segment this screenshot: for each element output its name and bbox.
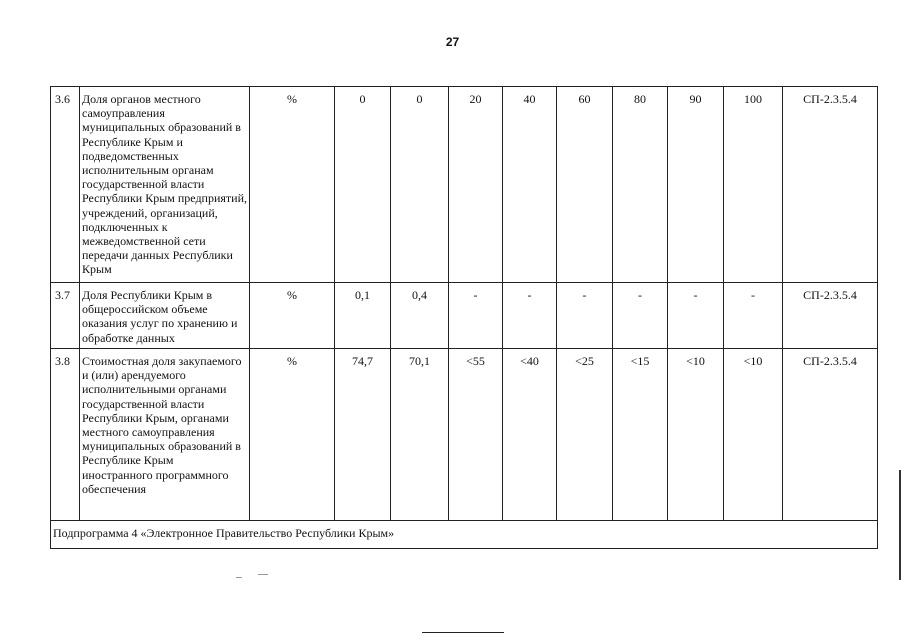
- value-cell: 0: [391, 87, 449, 283]
- value-cell: -: [503, 283, 557, 349]
- value-cell: 0: [335, 87, 391, 283]
- value-cell: 70,1: [391, 349, 449, 521]
- unit-cell: %: [250, 349, 335, 521]
- value-cell: <10: [668, 349, 724, 521]
- value-cell: -: [449, 283, 503, 349]
- row-number: 3.7: [51, 283, 80, 349]
- row-number: 3.8: [51, 349, 80, 521]
- unit-cell: %: [250, 87, 335, 283]
- value-cell: <10: [724, 349, 783, 521]
- scan-mark: [236, 577, 242, 578]
- value-cell: -: [724, 283, 783, 349]
- indicator-name: Стоимостная доля закупаемого и (или) арендуемого исполнительными органами государственной власти Республики Крым, органами местного самоуправления муниципальных образований в Республике Крым иностранного программного обеспечения: [80, 349, 250, 521]
- bottom-rule: [422, 632, 504, 633]
- value-cell: -: [668, 283, 724, 349]
- code-cell: СП-2.3.5.4: [783, 283, 878, 349]
- row-number: 3.6: [51, 87, 80, 283]
- value-cell: 80: [613, 87, 668, 283]
- value-cell: 20: [449, 87, 503, 283]
- value-cell: <40: [503, 349, 557, 521]
- code-cell: СП-2.3.5.4: [783, 349, 878, 521]
- page-number: 27: [445, 35, 460, 49]
- subprogram-title: Подпрограмма 4 «Электронное Правительство Республики Крым»: [51, 521, 878, 549]
- code-cell: СП-2.3.5.4: [783, 87, 878, 283]
- value-cell: -: [557, 283, 613, 349]
- page-edge-mark: [899, 470, 901, 580]
- table-row-3-7: [51, 283, 878, 349]
- value-cell: 0,1: [335, 283, 391, 349]
- table-row-3-6: [51, 87, 878, 283]
- value-cell: <25: [557, 349, 613, 521]
- value-cell: 0,4: [391, 283, 449, 349]
- value-cell: -: [613, 283, 668, 349]
- subprogram-row: [51, 521, 878, 549]
- scan-mark: [258, 574, 268, 575]
- unit-cell: %: [250, 283, 335, 349]
- table-row-3-8: [51, 349, 878, 521]
- value-cell: 100: [724, 87, 783, 283]
- indicator-name: Доля органов местного самоуправления муниципальных образований в Республике Крым и подведомственных исполнительным органам государственной власти Республики Крым предприятий, учреждений, организаций, подключенных к межведомственной сети передачи данных Республики Крым: [80, 87, 250, 283]
- value-cell: 40: [503, 87, 557, 283]
- value-cell: 60: [557, 87, 613, 283]
- indicator-name: Доля Республики Крым в общероссийском объеме оказания услуг по хранению и обработке данных: [80, 283, 250, 349]
- value-cell: 74,7: [335, 349, 391, 521]
- value-cell: 90: [668, 87, 724, 283]
- indicators-table: [50, 86, 878, 549]
- value-cell: <55: [449, 349, 503, 521]
- value-cell: <15: [613, 349, 668, 521]
